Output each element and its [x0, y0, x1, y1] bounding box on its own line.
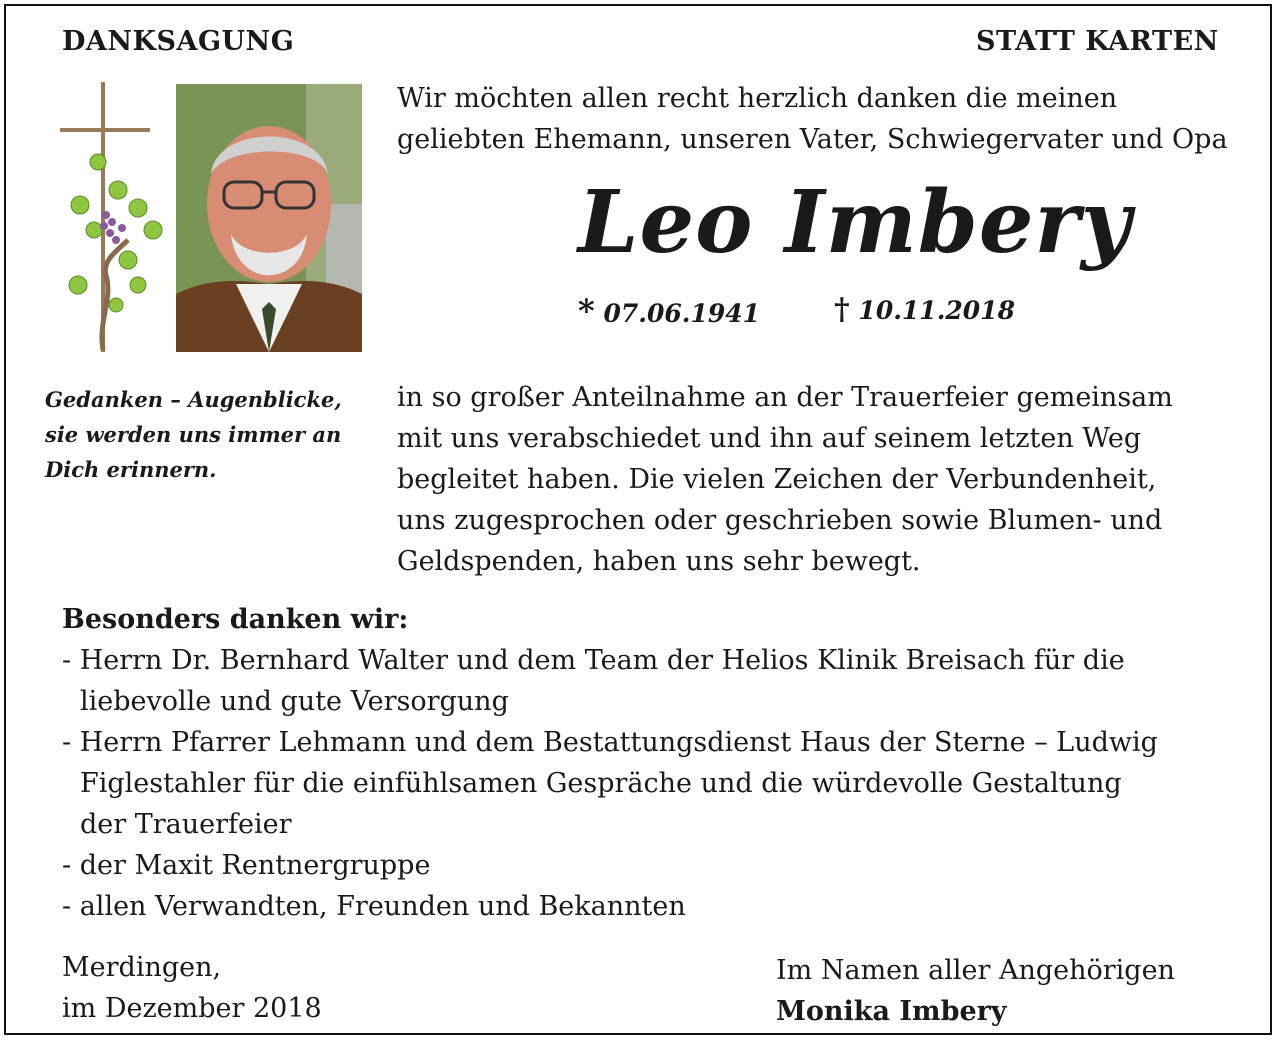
quote-line: Gedanken – Augenblicke, — [45, 387, 342, 412]
header-left-title: DANKSAGUNG — [62, 26, 295, 57]
thanks-line: - Herrn Pfarrer Lehmann und dem Bestattungsdienst Haus der Sterne – Ludwig — [62, 727, 1158, 758]
quote-line: sie werden uns immer an — [45, 422, 342, 447]
death-date-group — [834, 292, 1015, 327]
quote-line: Dich erinnern. — [45, 457, 217, 482]
main-line: mit uns verabschiedet und ihn auf seinem letzten Weg — [397, 423, 1142, 454]
thanks-line: der Trauerfeier — [80, 809, 292, 840]
main-line: in so großer Anteilnahme an der Trauerfeier gemeinsam — [397, 382, 1173, 413]
main-line: uns zugesprochen oder geschrieben sowie Blumen- und — [397, 505, 1163, 536]
main-line: begleitet haben. Die vielen Zeichen der Verbundenheit, — [397, 464, 1157, 495]
main-line: Geldspenden, haben uns sehr bewegt. — [397, 546, 921, 577]
thanks-line: Figlestahler für die einfühlsamen Gespräche und die würdevolle Gestaltung — [80, 768, 1122, 799]
on-behalf: Im Namen aller Angehörigen — [776, 955, 1175, 986]
thanks-line: - allen Verwandten, Freunden und Bekannten — [62, 891, 686, 922]
star-icon: * — [578, 292, 595, 330]
date: im Dezember 2018 — [62, 993, 322, 1024]
thanks-line: liebevolle und gute Versorgung — [80, 686, 509, 717]
birth-date: 07.06.1941 — [603, 299, 761, 328]
cross-vine-icon — [58, 80, 168, 356]
intro-text — [397, 78, 1228, 160]
death-date: 10.11.2018 — [858, 296, 1015, 325]
main-text — [397, 377, 1173, 582]
thanks-line: - Herrn Dr. Bernhard Walter und dem Team der Helios Klinik Breisach für die — [62, 645, 1125, 676]
signer-name: Monika Imbery — [776, 996, 1007, 1027]
intro-line: Wir möchten allen recht herzlich danken die meinen — [397, 83, 1118, 114]
thanks-list — [62, 640, 1158, 927]
thanks-heading: Besonders danken wir: — [62, 604, 409, 635]
signature-block — [776, 950, 1175, 1032]
header-right-title: STATT KARTEN — [976, 26, 1219, 57]
place: Merdingen, — [62, 952, 222, 983]
birth-date-group — [578, 292, 760, 330]
thanks-line: - der Maxit Rentnergruppe — [62, 850, 431, 881]
memorial-quote — [45, 382, 375, 487]
cross-icon: † — [834, 292, 850, 327]
deceased-name: Leo Imbery — [578, 172, 1132, 273]
intro-line: geliebten Ehemann, unseren Vater, Schwiegervater und Opa — [397, 124, 1228, 155]
portrait-photo — [176, 84, 362, 352]
place-date — [62, 947, 322, 1029]
